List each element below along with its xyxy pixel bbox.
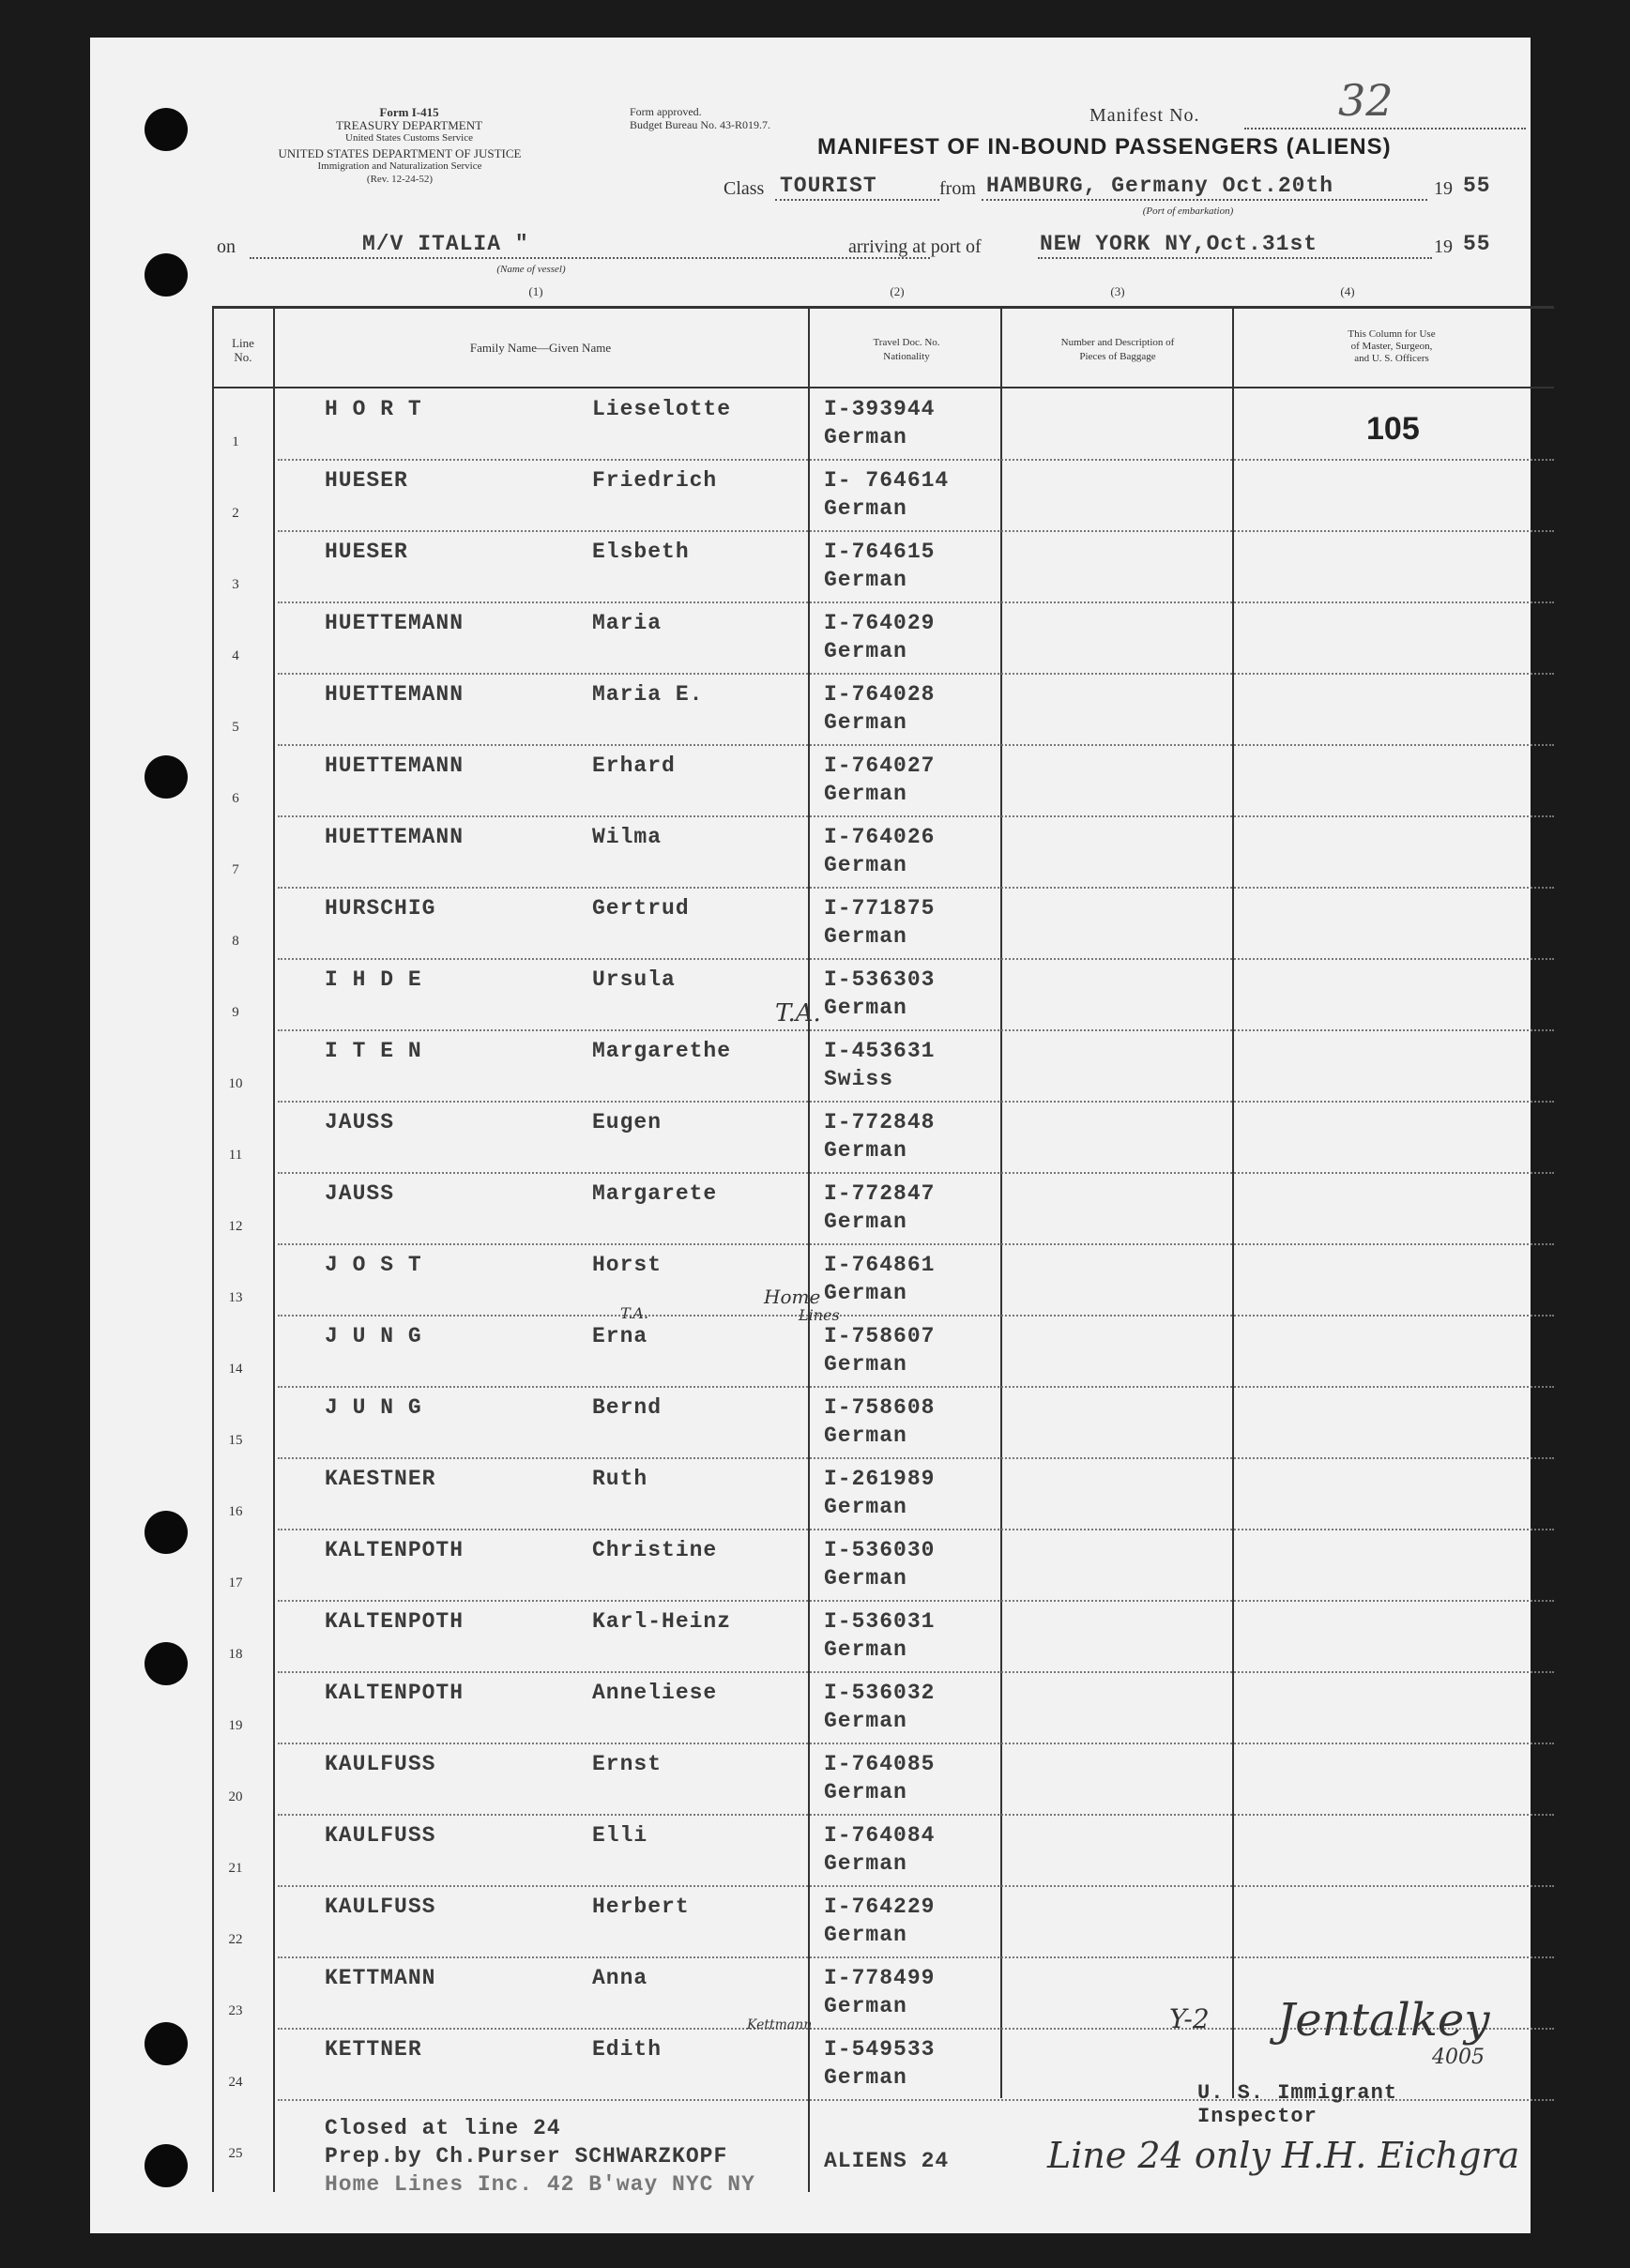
family-name: I H D E bbox=[325, 967, 422, 992]
travel-doc-no: I-772848 bbox=[824, 1110, 936, 1134]
line-number: 20 bbox=[228, 1789, 243, 1804]
col-header-doc bbox=[813, 336, 1000, 364]
row-divider bbox=[278, 1529, 1554, 1530]
travel-doc-no: I-549533 bbox=[824, 2037, 936, 2062]
line-number: 14 bbox=[228, 1362, 243, 1377]
line-number: 13 bbox=[228, 1290, 243, 1305]
given-name: Christine bbox=[592, 1538, 718, 1562]
given-name: Erhard bbox=[592, 753, 676, 778]
col-num-3: (3) bbox=[1110, 284, 1125, 298]
binder-hole bbox=[145, 755, 188, 799]
manifest-title: MANIFEST OF IN-BOUND PASSENGERS (ALIENS) bbox=[817, 134, 1392, 160]
rev-line: (Rev. 12-24-52) bbox=[366, 174, 434, 185]
row-divider bbox=[278, 1172, 1554, 1174]
col-header-name: Family Name—Given Name bbox=[469, 341, 612, 355]
line-number: 12 bbox=[228, 1219, 243, 1234]
col-header-baggage-2: Pieces of Baggage bbox=[1079, 351, 1156, 362]
line-number: 24 bbox=[228, 2075, 243, 2090]
line-number: 1 bbox=[232, 434, 239, 449]
travel-doc-no: I-764085 bbox=[824, 1752, 936, 1776]
ins-line: Immigration and Naturalization Service bbox=[317, 160, 482, 172]
nationality: German bbox=[824, 1138, 907, 1163]
family-name: HUESER bbox=[325, 468, 408, 493]
nationality: German bbox=[824, 853, 907, 877]
row-divider bbox=[278, 1743, 1554, 1744]
col-num-1: (1) bbox=[528, 284, 543, 298]
given-name: Ruth bbox=[592, 1467, 648, 1491]
manifest-page bbox=[90, 38, 1531, 2233]
nationality: German bbox=[824, 1637, 907, 1662]
family-name: KAULFUSS bbox=[325, 1752, 436, 1776]
family-name: KALTENPOTH bbox=[325, 1681, 465, 1705]
family-name: J O S T bbox=[325, 1253, 422, 1277]
row-divider bbox=[278, 1457, 1554, 1459]
col-header-baggage bbox=[1005, 336, 1230, 364]
row13-note-home: Home bbox=[764, 1286, 821, 1308]
row-divider bbox=[278, 744, 1554, 746]
binder-hole bbox=[145, 253, 188, 297]
year-2: 55 bbox=[1463, 232, 1491, 256]
nationality: German bbox=[824, 639, 907, 663]
given-name: Gertrud bbox=[592, 896, 690, 921]
family-name: HUETTEMANN bbox=[325, 682, 465, 707]
line-number: 16 bbox=[228, 1504, 243, 1519]
row13-note-lines: Lines bbox=[799, 1306, 840, 1324]
nationality: Swiss bbox=[824, 1067, 894, 1091]
nationality: German bbox=[824, 1566, 907, 1591]
family-name: HUETTEMANN bbox=[325, 611, 465, 635]
nationality: German bbox=[824, 710, 907, 735]
family-name: KETTMANN bbox=[325, 1966, 436, 1990]
line-number: 23 bbox=[228, 2003, 243, 2018]
travel-doc-no: I-764229 bbox=[824, 1895, 936, 1919]
row-divider bbox=[278, 815, 1554, 817]
row-divider bbox=[278, 1101, 1554, 1103]
signature-subscript: 4005 bbox=[1432, 2046, 1485, 2069]
doj-line: UNITED STATES DEPARTMENT OF JUSTICE bbox=[278, 146, 522, 160]
treasury-dept: TREASURY DEPARTMENT bbox=[335, 118, 483, 132]
row-divider bbox=[278, 459, 1554, 461]
family-name: KAULFUSS bbox=[325, 1823, 436, 1848]
travel-doc-no: I-758608 bbox=[824, 1395, 936, 1420]
arriving-value: NEW YORK NY,Oct.31st bbox=[1040, 232, 1318, 256]
col-header-officers-2: of Master, Surgeon, bbox=[1350, 341, 1433, 352]
family-name: HUETTEMANN bbox=[325, 825, 465, 849]
customs-service: United States Customs Service bbox=[345, 132, 473, 144]
nationality: German bbox=[824, 1210, 907, 1234]
given-name: Wilma bbox=[592, 825, 663, 849]
travel-doc-no: I-764026 bbox=[824, 825, 936, 849]
nationality: German bbox=[824, 425, 907, 449]
table-top-border bbox=[212, 306, 1554, 309]
given-name: Karl-Heinz bbox=[592, 1609, 732, 1634]
col-header-officers-3: and U. S. Officers bbox=[1354, 353, 1429, 364]
family-name: H O R T bbox=[325, 397, 422, 421]
given-name: Anneliese bbox=[592, 1681, 718, 1705]
nationality: German bbox=[824, 496, 907, 521]
row-divider bbox=[278, 530, 1554, 532]
given-name: Ernst bbox=[592, 1752, 663, 1776]
given-name: Herbert bbox=[592, 1895, 690, 1919]
travel-doc-no: I-778499 bbox=[824, 1966, 936, 1990]
manifest-no-label: Manifest No. bbox=[1089, 105, 1200, 126]
col-header-nationality: Nationality bbox=[883, 351, 930, 362]
budget-bureau: Budget Bureau No. 43-R019.7. bbox=[630, 118, 770, 131]
header-bottom-border bbox=[212, 387, 1554, 388]
travel-doc-no: I-536031 bbox=[824, 1609, 936, 1634]
given-name: Maria E. bbox=[592, 682, 704, 707]
line-number: 10 bbox=[228, 1076, 243, 1091]
year-1: 55 bbox=[1463, 174, 1491, 198]
row23-mark: Y-2 bbox=[1169, 2003, 1210, 2034]
travel-doc-no: I-771875 bbox=[824, 896, 936, 921]
family-name: J U N G bbox=[325, 1324, 422, 1348]
nationality: German bbox=[824, 1423, 907, 1448]
vessel-value: M/V ITALIA " bbox=[362, 232, 529, 256]
binder-hole bbox=[145, 1511, 188, 1554]
row-divider bbox=[278, 1600, 1554, 1602]
travel-doc-no: I-758607 bbox=[824, 1324, 936, 1348]
given-name: Elli bbox=[592, 1823, 648, 1848]
line24-note: Line 24 only H.H. Eichgra bbox=[1047, 2135, 1520, 2176]
line-number: 3 bbox=[232, 577, 239, 592]
from-label: from bbox=[939, 178, 976, 199]
line-number: 8 bbox=[232, 934, 239, 949]
col-header-line-no bbox=[215, 336, 271, 364]
family-name: JAUSS bbox=[325, 1181, 395, 1206]
travel-doc-no: I-764029 bbox=[824, 611, 936, 635]
family-name: KETTNER bbox=[325, 2037, 422, 2062]
given-name: Anna bbox=[592, 1966, 648, 1990]
row-divider bbox=[278, 1814, 1554, 1816]
travel-doc-no: I-536030 bbox=[824, 1538, 936, 1562]
given-name: Maria bbox=[592, 611, 663, 635]
on-label: on bbox=[217, 236, 236, 257]
given-name: Edith bbox=[592, 2037, 663, 2062]
nationality: German bbox=[824, 1281, 907, 1305]
col-num-4: (4) bbox=[1340, 284, 1355, 298]
col-header-doc-no: Travel Doc. No. bbox=[873, 337, 940, 348]
binder-hole bbox=[145, 108, 188, 151]
line-number: 5 bbox=[232, 720, 239, 735]
travel-doc-no: I-764084 bbox=[824, 1823, 936, 1848]
year-prefix-2: 19 bbox=[1434, 236, 1453, 257]
prepared-by: Prep.by Ch.Purser SCHWARZKOPF bbox=[325, 2144, 728, 2169]
given-name: Margarete bbox=[592, 1181, 718, 1206]
class-value: TOURIST bbox=[780, 174, 877, 198]
row-divider bbox=[278, 1029, 1554, 1031]
line-number: 19 bbox=[228, 1718, 243, 1733]
inspector-label: U. S. Immigrant Inspector bbox=[1197, 2081, 1398, 2128]
row23-note: Kettmann bbox=[747, 2017, 813, 2032]
binder-hole bbox=[145, 2022, 188, 2065]
family-name: KAESTNER bbox=[325, 1467, 436, 1491]
col-header-line: Line bbox=[232, 336, 254, 350]
line-number: 22 bbox=[228, 1932, 243, 1947]
binder-hole bbox=[145, 2144, 188, 2187]
line-number: 4 bbox=[232, 648, 239, 663]
given-name: Erna bbox=[592, 1324, 648, 1348]
nationality: German bbox=[824, 568, 907, 592]
nationality: German bbox=[824, 2065, 907, 2090]
class-label: Class bbox=[724, 178, 765, 199]
travel-doc-no: I-764615 bbox=[824, 540, 936, 564]
travel-doc-no: I- 764614 bbox=[824, 468, 950, 493]
year-prefix-1: 19 bbox=[1434, 178, 1453, 199]
line-number: 6 bbox=[232, 791, 239, 806]
col-header-baggage-1: Number and Description of bbox=[1060, 337, 1175, 348]
line-number: 17 bbox=[228, 1575, 243, 1591]
row13-note-ta: T.A. bbox=[620, 1304, 649, 1322]
manifest-no-line bbox=[1244, 128, 1526, 129]
nationality: German bbox=[824, 1780, 907, 1804]
inspector-signature: Jentalkey bbox=[1277, 1994, 1490, 2047]
arriving-line bbox=[1038, 257, 1432, 259]
row-divider bbox=[278, 958, 1554, 960]
col-divider-doc bbox=[1000, 306, 1002, 2098]
col-divider-name bbox=[808, 306, 810, 2192]
travel-doc-no: I-453631 bbox=[824, 1039, 936, 1063]
nationality: German bbox=[824, 1709, 907, 1733]
row-divider bbox=[278, 1671, 1554, 1673]
family-name: KALTENPOTH bbox=[325, 1538, 465, 1562]
nationality: German bbox=[824, 1352, 907, 1377]
row-divider bbox=[278, 1885, 1554, 1887]
from-line bbox=[982, 199, 1427, 201]
nationality: German bbox=[824, 782, 907, 806]
vessel-caption: (Name of vessel) bbox=[496, 264, 566, 275]
nationality: German bbox=[824, 1495, 907, 1519]
family-name: JAUSS bbox=[325, 1110, 395, 1134]
row-divider bbox=[278, 887, 1554, 889]
line-number: 21 bbox=[228, 1861, 243, 1876]
travel-doc-no: I-764027 bbox=[824, 753, 936, 778]
line-number: 25 bbox=[228, 2146, 243, 2161]
line-number: 15 bbox=[228, 1433, 243, 1448]
arriving-label: arriving at port of bbox=[848, 236, 982, 257]
line-number: 11 bbox=[228, 1148, 243, 1163]
col-divider-line-no bbox=[273, 306, 275, 2192]
row-divider bbox=[278, 1386, 1554, 1388]
travel-doc-no: I-393944 bbox=[824, 397, 936, 421]
line-number: 2 bbox=[232, 506, 239, 521]
given-name: Margarethe bbox=[592, 1039, 732, 1063]
row-divider bbox=[278, 601, 1554, 603]
given-name: Ursula bbox=[592, 967, 676, 992]
row9-note: T.A. bbox=[775, 999, 821, 1027]
travel-doc-no: I-536303 bbox=[824, 967, 936, 992]
nationality: German bbox=[824, 1851, 907, 1876]
given-name: Bernd bbox=[592, 1395, 663, 1420]
travel-doc-no: I-772847 bbox=[824, 1181, 936, 1206]
family-name: KALTENPOTH bbox=[325, 1609, 465, 1634]
travel-doc-no: I-764028 bbox=[824, 682, 936, 707]
aliens-count: ALIENS 24 bbox=[824, 2149, 950, 2173]
nationality: German bbox=[824, 1923, 907, 1947]
given-name: Friedrich bbox=[592, 468, 718, 493]
given-name: Eugen bbox=[592, 1110, 663, 1134]
col-num-2: (2) bbox=[890, 284, 905, 298]
nationality: German bbox=[824, 1994, 907, 2018]
form-number: Form I-415 bbox=[379, 105, 439, 119]
port-caption: (Port of embarkation) bbox=[1142, 205, 1234, 217]
travel-doc-no: I-764861 bbox=[824, 1253, 936, 1277]
family-name: J U N G bbox=[325, 1395, 422, 1420]
family-name: HUESER bbox=[325, 540, 408, 564]
given-name: Lieselotte bbox=[592, 397, 732, 421]
line-number: 7 bbox=[232, 862, 239, 877]
manifest-no-value: 32 bbox=[1338, 75, 1394, 126]
row-divider bbox=[278, 1243, 1554, 1245]
row-divider bbox=[278, 673, 1554, 675]
family-name: HUETTEMANN bbox=[325, 753, 465, 778]
row-count-value: 105 bbox=[1366, 411, 1420, 447]
col-header-officers bbox=[1237, 328, 1546, 365]
row-divider bbox=[278, 1315, 1554, 1317]
class-line bbox=[775, 199, 939, 201]
travel-doc-no: I-261989 bbox=[824, 1467, 936, 1491]
col-divider-baggage bbox=[1232, 306, 1234, 2098]
col-header-officers-1: This Column for Use bbox=[1348, 328, 1436, 340]
row-divider bbox=[278, 1956, 1554, 1958]
line-number: 18 bbox=[228, 1647, 243, 1662]
shipping-agent: Home Lines Inc. 42 B'way NYC NY bbox=[325, 2172, 755, 2197]
form-approved: Form approved. bbox=[630, 105, 702, 118]
travel-doc-no: I-536032 bbox=[824, 1681, 936, 1705]
col-header-no: No. bbox=[234, 350, 252, 364]
vessel-line bbox=[250, 257, 930, 259]
line-number: 9 bbox=[232, 1005, 239, 1020]
binder-hole bbox=[145, 1642, 188, 1685]
nationality: German bbox=[824, 924, 907, 949]
nationality: German bbox=[824, 996, 907, 1020]
family-name: KAULFUSS bbox=[325, 1895, 436, 1919]
given-name: Horst bbox=[592, 1253, 663, 1277]
given-name: Elsbeth bbox=[592, 540, 690, 564]
from-value: HAMBURG, Germany Oct.20th bbox=[986, 174, 1334, 198]
family-name: I T E N bbox=[325, 1039, 422, 1063]
family-name: HURSCHIG bbox=[325, 896, 436, 921]
closed-at-line: Closed at line 24 bbox=[325, 2116, 561, 2140]
table-left-border bbox=[212, 306, 214, 2192]
